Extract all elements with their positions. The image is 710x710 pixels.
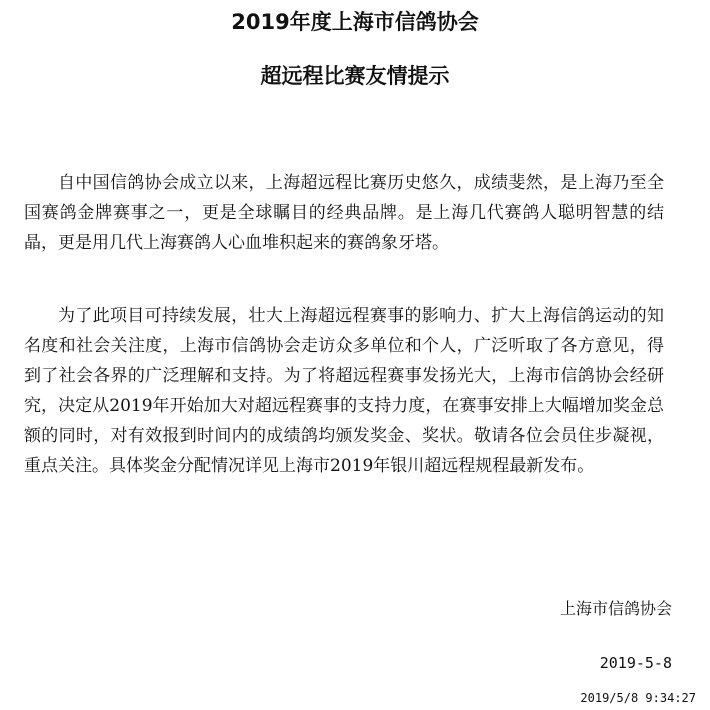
body-paragraph-1: 自中国信鸽协会成立以来，上海超远程比赛历史悠久，成绩斐然，是上海乃至全国赛鸽金牌赛事之一，更是全球瞩目的经典品牌。是上海几代赛鸽人聪明智慧的结晶，更是用几代上海赛鸽人心血堆积起来的赛鸽象牙塔。 [24, 173, 664, 253]
body-paragraph-2: 为了此项目可持续发展，壮大上海超远程赛事的影响力、扩大上海信鸽运动的知名度和社会关注度，上海市信鸽协会走访众多单位和个人，广泛听取了各方意见，得到了社会各界的广泛理解和支持。为了将超远程赛事发扬光大，上海市信鸽协会经研究，决定从2019年开始加大对超远程赛事的支持力度，在赛事安排上大幅增加奖金总额的同时，对有效报到时间内的成绩鸽均颁发奖金、奖状。敬请各位会员住步凝视，重点关注。具体奖金分配情况详见上海市2019年银川超远程规程最新发布。 [24, 306, 664, 476]
signature: 上海市信鸽协会 [559, 599, 672, 618]
document-date: 2019-5-8 [599, 654, 672, 672]
document-subtitle: 超远程比赛友情提示 [260, 64, 450, 88]
document-title: 2019年度上海市信鸽协会 [231, 10, 479, 34]
print-timestamp: 2019/5/8 9:34:27 [580, 691, 696, 705]
